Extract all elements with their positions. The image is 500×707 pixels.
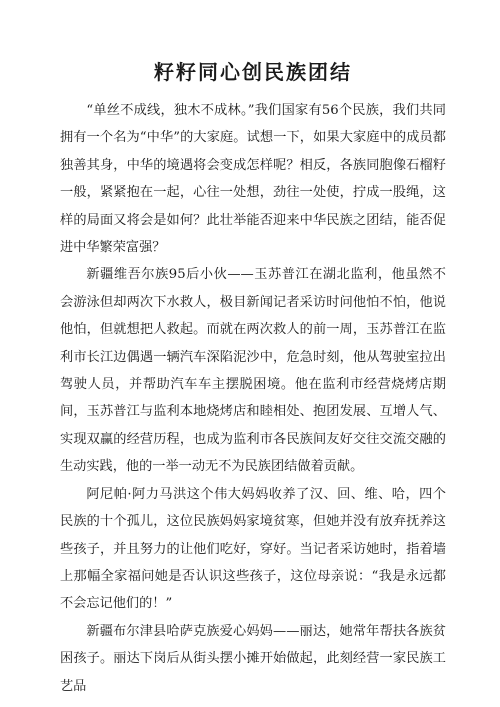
paragraph: 新疆维吾尔族95后小伙——玉苏普江在湖北监利，他虽然不会游泳但却两次下水救人，极目新闻记者采访时问他怕不怕，他说他怕，但就想把人救起。而就在两次救人的前一周，玉苏普江在监利市长江边偶遇一辆汽车深陷泥沙中，危急时刻，他从驾驶室拉出驾驶人员，并帮助汽车车主摆脱困境。他在监利市经营烧烤店期间，玉苏普江与监利本地烧烤店和睦相处、抱团发展、互增人气、实现双赢的经营历程，也成为监利市各民族间友好交往交流交融的生动实践，他的一举一动无不为民族团结做着贡献。 xyxy=(60,267,446,475)
paragraph: 新疆布尔津县哈萨克族爱心妈妈——丽达，她常年帮扶各族贫困孩子。丽达下岗后从街头摆小摊开始做起，此刻经营一家民族工艺品 xyxy=(60,623,446,694)
paragraph: “单丝不成线，独木不成林。”我们国家有56个民族，我们共同拥有一个名为“中华”的大家庭。试想一下，如果大家庭中的成员都独善其身，中华的境遇将会变成怎样呢？相反，各族同胞像石榴籽一般，紧紧抱在一起，心往一处想，劲往一处使，拧成一股绳，这样的局面又将会是如何？此壮举能否迎来中华民族之团结，能否促进中华繁荣富强？ xyxy=(60,103,446,256)
document-title: 籽籽同心创民族团结 xyxy=(154,60,352,84)
paragraph: 阿尼帕·阿力马洪这个伟大妈妈收养了汉、回、维、哈，四个民族的十个孤儿，这位民族妈妈家境贫寒，但她并没有放弃抚养这些孩子，并且努力的让他们吃好，穿好。当记者采访她时，指着墙上那幅全家福问她是否认识这些孩子，这位母亲说：“我是永远都不会忘记他们的！” xyxy=(60,486,446,612)
